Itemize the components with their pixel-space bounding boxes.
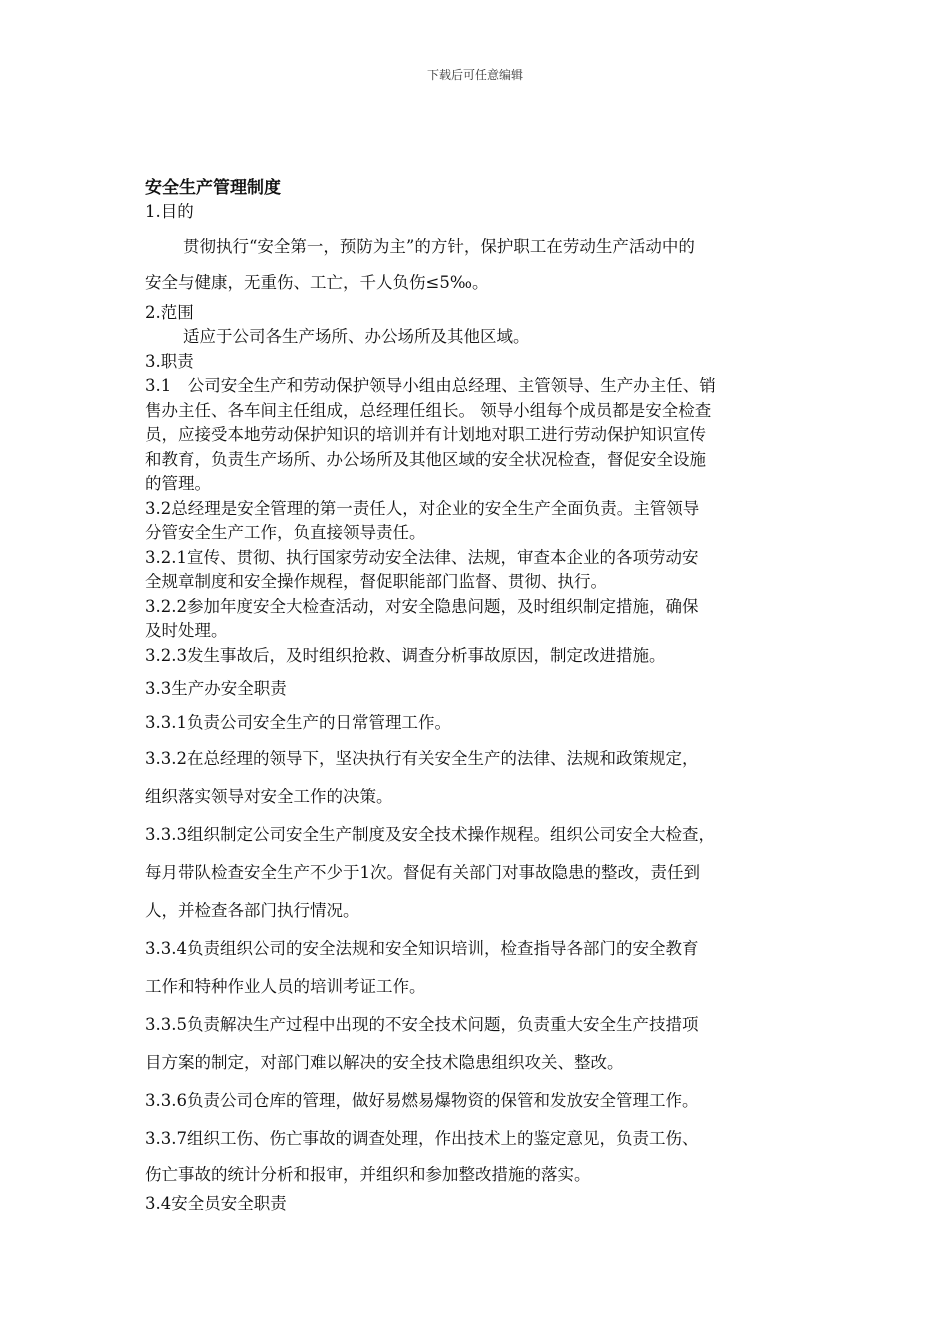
paragraph-line: 人，并检查各部门执行情况。: [145, 901, 360, 920]
paragraph-line: 组织落实领导对安全工作的决策。: [145, 787, 393, 806]
paragraph-line: 3.3.3组织制定公司安全生产制度及安全技术操作规程。组织公司安全大检查，: [145, 825, 715, 844]
paragraph-line: 3.1 公司安全生产和劳动保护领导小组由总经理、主管领导、生产办主任、销: [145, 376, 716, 395]
paragraph-line: 员，应接受本地劳动保护知识的培训并有计划地对职工进行劳动保护知识宣传: [145, 425, 706, 444]
section-heading-purpose: 1.目的: [145, 202, 194, 221]
paragraph-line: 目方案的制定，对部门难以解决的安全技术隐患组织攻关、整改。: [145, 1053, 624, 1072]
page-header-note: 下载后可任意编辑: [426, 68, 523, 82]
paragraph-line: 3.3.1负责公司安全生产的日常管理工作。: [145, 713, 451, 732]
section-heading-safety-officer: 3.4安全员安全职责: [145, 1194, 287, 1213]
paragraph-line: 工作和特种作业人员的培训考证工作。: [145, 977, 426, 996]
paragraph-line: 伤亡事故的统计分析和报审，并组织和参加整改措施的落实。: [145, 1165, 591, 1184]
paragraph-line: 和教育，负责生产场所、办公场所及其他区域的安全状况检查，督促安全设施: [145, 449, 706, 469]
section-heading-scope: 2.范围: [145, 302, 194, 322]
paragraph-line: 3.2.1宣传、贯彻、执行国家劳动安全法律、法规，审查本企业的各项劳动安: [145, 547, 699, 567]
paragraph-line: 售办主任、各车间主任组成，总经理任组长。 领导小组每个成员都是安全检查: [145, 400, 712, 420]
paragraph-line: 3.3.5负责解决生产过程中出现的不安全技术问题，负责重大安全生产技措项: [145, 1015, 699, 1034]
section-heading-production-office: 3.3生产办安全职责: [145, 679, 287, 698]
document-body: [145, 176, 815, 1217]
paragraph-line: 分管安全生产工作，负直接领导责任。: [145, 523, 426, 542]
paragraph-line: 及时处理。: [145, 621, 228, 640]
document-title: 安全生产管理制度: [145, 178, 281, 198]
paragraph-line: 3.3.7组织工伤、伤亡事故的调查处理，作出技术上的鉴定意见，负责工伤、: [145, 1129, 699, 1148]
paragraph-line: 3.3.2在总经理的领导下，坚决执行有关安全生产的法律、法规和政策规定，: [145, 749, 699, 768]
paragraph-line: 安全与健康，无重伤、工亡，千人负伤≤5‰。: [145, 272, 489, 292]
paragraph-line: 贯彻执行“安全第一，预防为主”的方针，保护职工在劳动生产活动中的: [183, 236, 695, 256]
paragraph-line: 全规章制度和安全操作规程，督促职能部门监督、贯彻、执行。: [145, 572, 607, 591]
paragraph-line: 每月带队检查安全生产不少于1次。督促有关部门对事故隐患的整改，责任到: [145, 863, 700, 882]
paragraph-line: 3.3.6负责公司仓库的管理，做好易燃易爆物资的保管和发放安全管理工作。: [145, 1091, 699, 1110]
section-heading-duties: 3.职责: [145, 351, 194, 371]
paragraph-line: 适应于公司各生产场所、办公场所及其他区域。: [183, 327, 530, 346]
paragraph-line: 3.3.4负责组织公司的安全法规和安全知识培训，检查指导各部门的安全教育: [145, 939, 699, 958]
paragraph-line: 3.2总经理是安全管理的第一责任人，对企业的安全生产全面负责。主管领导: [145, 498, 700, 518]
paragraph-line: 3.2.2参加年度安全大检查活动，对安全隐患问题，及时组织制定措施，确保: [145, 596, 699, 616]
paragraph-line: 的管理。: [145, 474, 211, 493]
paragraph-line: 3.2.3发生事故后，及时组织抢救、调查分析事故原因，制定改进措施。: [145, 645, 666, 665]
